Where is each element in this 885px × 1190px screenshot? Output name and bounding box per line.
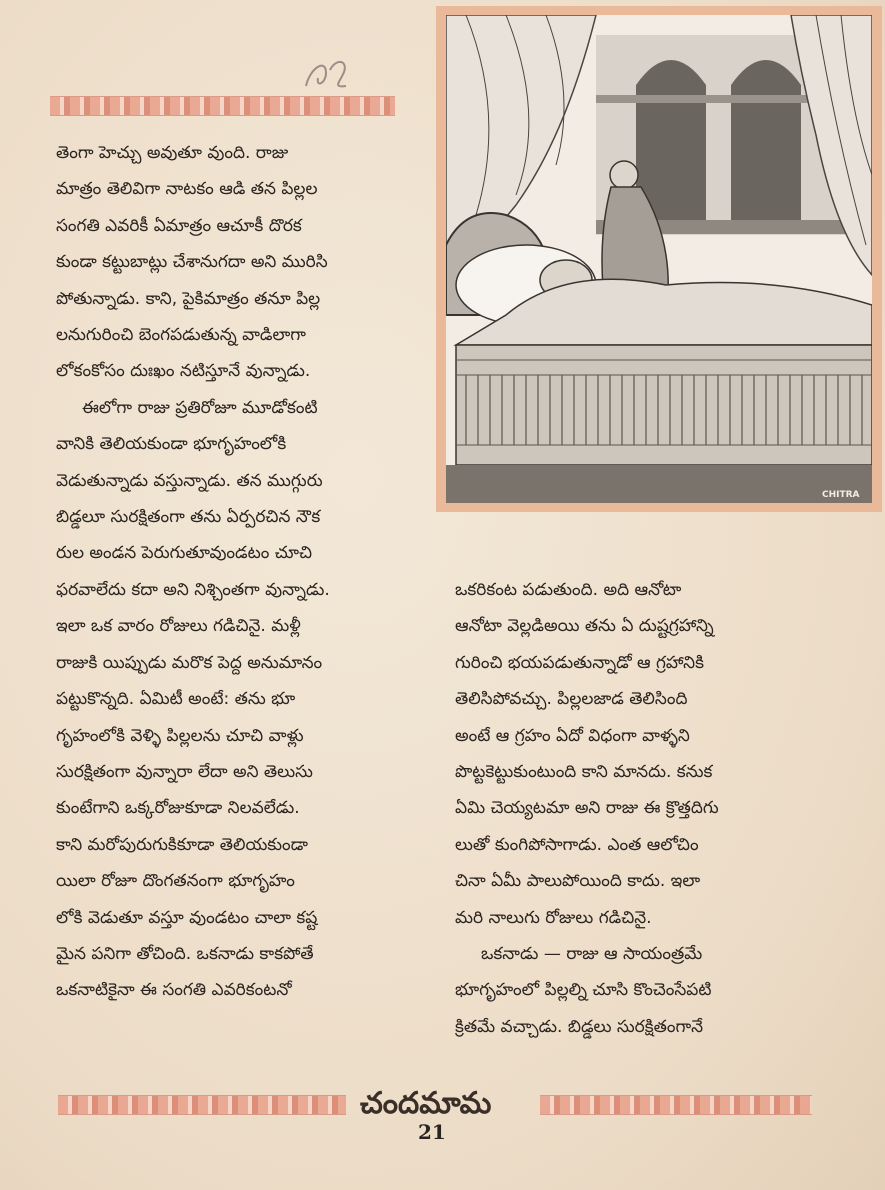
text-line: లనుగురించి బెంగపడుతున్న వాడిలాగా (56, 325, 306, 346)
text-line: ఒకరికంట పడుతుంది. అది ఆనోటా (455, 580, 682, 600)
text-line: ఏమి చెయ్యటమా అని రాజు ఈ క్రొత్తదిగు (455, 798, 719, 819)
text-line: అంటే ఆ గ్రహం ఏదో విధంగా వాళ్ళని (455, 725, 690, 746)
illustrator-signature: CHITRA (822, 490, 860, 500)
text-line: కుండా కట్టుబాట్లు చేశానుగదా అని మురిసి (56, 252, 328, 273)
decorative-border-bottom-right (540, 1095, 812, 1115)
text-line: మైన పనిగా తోచింది. ఒకనాడు కాకపోతే (56, 943, 314, 964)
right-text-column (455, 572, 820, 1045)
text-line: ఫరవాలేదు కదా అని నిశ్చింతగా వున్నాడు. (56, 579, 330, 600)
text-line: పొట్టకెట్టుకుంటుంది కాని మానదు. కనుక (455, 762, 713, 783)
page-number: 21 (418, 1120, 446, 1144)
text-line: పోతున్నాడు. కాని, పైకిమాత్రం తనూ పిల్ల (56, 288, 321, 309)
text-line: తెంగా హెచ్చు అవుతూ వుంది. రాజు (56, 143, 289, 163)
text-line: గృహంలోకి వెళ్ళి పిల్లలను చూచి వాళ్లు (56, 725, 304, 746)
text-line: వానికి తెలియకుండా భూగృహంలోకి (56, 434, 287, 455)
text-line: యిలా రోజూ దొంగతనంగా భూగృహం (56, 871, 295, 892)
text-line: కాని మరోపురుగుకికూడా తెలియకుండా (56, 834, 309, 855)
text-line: ఆనోటా వెల్లడిఅయి తను ఏ దుష్టగ్రహాన్ని (455, 616, 714, 637)
text-line: లోకి వెడుతూ వస్తూ వుండటం చాలా కష్ట (56, 907, 318, 928)
text-line: బిడ్డలూ సురక్షితంగా తను ఏర్పరచిన నౌక (56, 507, 321, 528)
decorative-border-top (50, 96, 395, 116)
text-line: ఇలా ఒక వారం రోజులు గడిచినై. మళ్లీ (56, 616, 301, 637)
text-line: లోకంకోసం దుఃఖం నటిస్తూనే వున్నాడు. (56, 361, 311, 382)
king-in-bed-illustration (446, 15, 872, 503)
text-line: మాత్రం తెలివిగా నాటకం ఆడి తన పిల్లల (56, 179, 318, 200)
text-line: లుతో కుంగిపోసాగాడు. ఎంత ఆలోచిం (455, 834, 699, 855)
pencil-mark (296, 48, 356, 98)
magazine-title: చందమామ (360, 1086, 492, 1121)
text-line: చినా ఏమీ పాలుపోయింది కాదు. ఇలా (455, 871, 701, 892)
text-line: రుల అండన పెరుగుతూవుండటం చూచి (56, 543, 313, 564)
text-line: ఒకనాడు — రాజు ఆ సాయంత్రమే (481, 944, 703, 965)
text-line: ఈలోగా రాజు ప్రతిరోజూ మూడోకంటి (82, 397, 318, 418)
text-line: మరి నాలుగు రోజులు గడిచినై. (455, 907, 652, 928)
text-line: కుంటేగాని ఒక్కరోజుకూడా నిలవలేడు. (56, 798, 300, 819)
text-line: గురించి భయపడుతున్నాడో ఆ గ్రహానికి (455, 652, 704, 673)
text-line: పట్టుకొన్నది. ఏమిటీ అంటే: తను భూ (56, 689, 296, 710)
text-line: సంగతి ఎవరికీ ఏమాత్రం ఆచూకీ దొరక (56, 215, 302, 236)
illustration-frame (436, 6, 882, 512)
text-line: ఒకనాటికైనా ఈ సంగతి ఎవరికంటనో (56, 980, 292, 1001)
text-line: క్రితమే వచ్చాడు. బిడ్డలు సురక్షితంగానే (455, 1016, 704, 1037)
text-line: భూగృహంలో పిల్లల్ని చూసి కొంచెంసేపటి (455, 980, 712, 1001)
text-line: సురక్షితంగా వున్నారా లేదా అని తెలుసు (56, 761, 313, 782)
text-line: వెడుతున్నాడు వస్తున్నాడు. తన ముగ్గురు (56, 470, 323, 491)
left-text-column (56, 135, 428, 1009)
text-line: తెలిసిపోవచ్చు. పిల్లలజాడ తెలిసింది (455, 689, 688, 710)
decorative-border-bottom-left (58, 1095, 346, 1115)
text-line: రాజుకి యిప్పుడు మరొక పెద్ద అనుమానం (56, 652, 323, 673)
